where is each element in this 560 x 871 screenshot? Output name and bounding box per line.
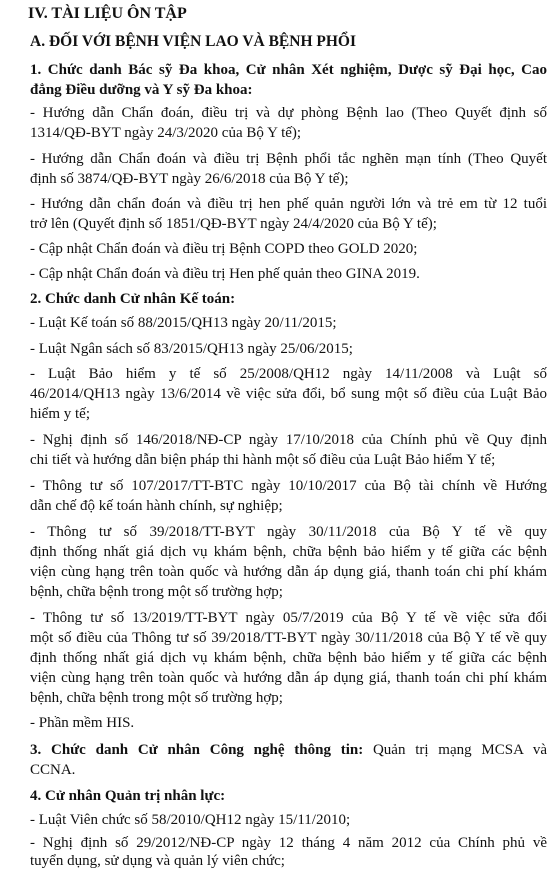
group2-item5-line2: dẫn chế độ kế toán hành chính, sự nghiệp; — [30, 498, 283, 514]
group1-item1-line1: - Hướng dẫn Chẩn đoán, điều trị và dự phòng Bệnh lao (Theo Quyết định số — [30, 105, 547, 121]
group3-heading-line2: CCNA. — [30, 762, 76, 778]
group2-item7-line5: bệnh, chữa bệnh trong một số trường hợp; — [30, 690, 283, 706]
group1-item4: - Cập nhật Chẩn đoán và điều trị Bệnh COPD theo GOLD 2020; — [30, 241, 418, 257]
group2-item4-line2: chi tiết và hướng dẫn biện pháp thi hành một số điều của Luật Bảo hiểm Y tế; — [30, 452, 496, 468]
group3-heading-rest: Quản trị mạng MCSA và — [363, 742, 547, 758]
group2-item2: - Luật Ngân sách số 83/2015/QH13 ngày 25/06/2015; — [30, 341, 353, 357]
group4-heading: 4. Cử nhân Quản trị nhân lực: — [30, 788, 226, 804]
section-title: IV. TÀI LIỆU ÔN TẬP — [28, 5, 187, 22]
group2-heading: 2. Chức danh Cử nhân Kế toán: — [30, 291, 236, 307]
group4-item2-line1: - Nghị định số 29/2012/NĐ-CP ngày 12 tháng 4 năm 2012 của Chính phủ về — [30, 835, 547, 851]
group2-item8: - Phần mềm HIS. — [30, 715, 135, 731]
group2-item6-line1: - Thông tư số 39/2018/TT-BYT ngày 30/11/2018 của Bộ Y tế về quy — [30, 524, 547, 540]
group2-item4-line1: - Nghị định số 146/2018/NĐ-CP ngày 17/10/2018 của Chính phủ về Quy định — [30, 432, 547, 448]
group2-item7-line3: định thống nhất giá dịch vụ khám bệnh, chữa bệnh bảo hiểm y tế giữa các bệnh — [30, 650, 547, 666]
group1-item2-line1: - Hướng dẫn Chẩn đoán và điều trị Bệnh phổi tắc nghẽn mạn tính (Theo Quyết — [30, 151, 547, 167]
group2-item1: - Luật Kế toán số 88/2015/QH13 ngày 20/11/2015; — [30, 315, 337, 331]
group2-item6-line2: định thống nhất giá dịch vụ khám bệnh, chữa bệnh bảo hiểm y tế giữa các bệnh — [30, 544, 547, 560]
group3-heading-bold: 3. Chức danh Cử nhân Công nghệ thông tin: — [30, 742, 364, 758]
group4-item2-line2: tuyển dụng, sử dụng và quản lý viên chức; — [30, 853, 285, 869]
group2-item5-line1: - Thông tư số 107/2017/TT-BTC ngày 10/10/2017 của Bộ tài chính về Hướng — [30, 478, 547, 494]
group2-item6-line4: bệnh, chữa bệnh trong một số trường hợp; — [30, 584, 283, 600]
group2-item7-line4: viện cùng hạng trên toàn quốc và hướng dẫn áp dụng giá, thanh toán chi phí khám — [30, 670, 547, 686]
group2-item7-line1: - Thông tư số 13/2019/TT-BYT ngày 05/7/2019 của Bộ Y tế về việc sửa đổi — [30, 610, 547, 626]
group2-item3-line3: hiểm y tế; — [30, 406, 90, 422]
group1-item1-line2: 1314/QĐ-BYT ngày 24/3/2020 của Bộ Y tế); — [30, 125, 302, 141]
group2-item3-line1: - Luật Bảo hiểm y tế số 25/2008/QH12 ngày 14/11/2008 và Luật số — [30, 366, 547, 382]
group1-heading-line2: đẳng Điều dưỡng và Y sỹ Đa khoa: — [30, 82, 253, 98]
group1-item2-line2: định số 3874/QĐ-BYT ngày 26/6/2018 của Bộ Y tế); — [30, 171, 349, 187]
group1-heading-line1: 1. Chức danh Bác sỹ Đa khoa, Cử nhân Xét nghiệm, Dược sỹ Đại học, Cao — [30, 62, 547, 78]
group2-item6-line3: viện cùng hạng trên toàn quốc và hướng dẫn áp dụng giá, thanh toán chi phí khám — [30, 564, 547, 580]
group2-item3-line2: 46/2014/QH13 ngày 13/6/2014 về việc sửa đổi, bổ sung một số điều của Luật Bảo — [30, 386, 547, 402]
group1-item5: - Cập nhật Chẩn đoán và điều trị Hen phế quản theo GINA 2019. — [30, 266, 420, 282]
group1-item3-line1: - Hướng dẫn chẩn đoán và điều trị hen phế quản người lớn và trẻ em từ 12 tuổi — [30, 196, 547, 212]
group4-item1: - Luật Viên chức số 58/2010/QH12 ngày 15/11/2010; — [30, 812, 351, 828]
subsection-title: A. ĐỐI VỚI BỆNH VIỆN LAO VÀ BỆNH PHỔI — [30, 33, 356, 50]
group2-item7-line2: một số điều của Thông tư số 39/2018/TT-BYT ngày 30/11/2018 của Bộ Y tế về quy — [30, 630, 547, 646]
group3-heading-line1 — [0, 740, 560, 760]
group1-item3-line2: trở lên (Quyết định số 1851/QĐ-BYT ngày 24/4/2020 của Bộ Y tế); — [30, 216, 437, 232]
